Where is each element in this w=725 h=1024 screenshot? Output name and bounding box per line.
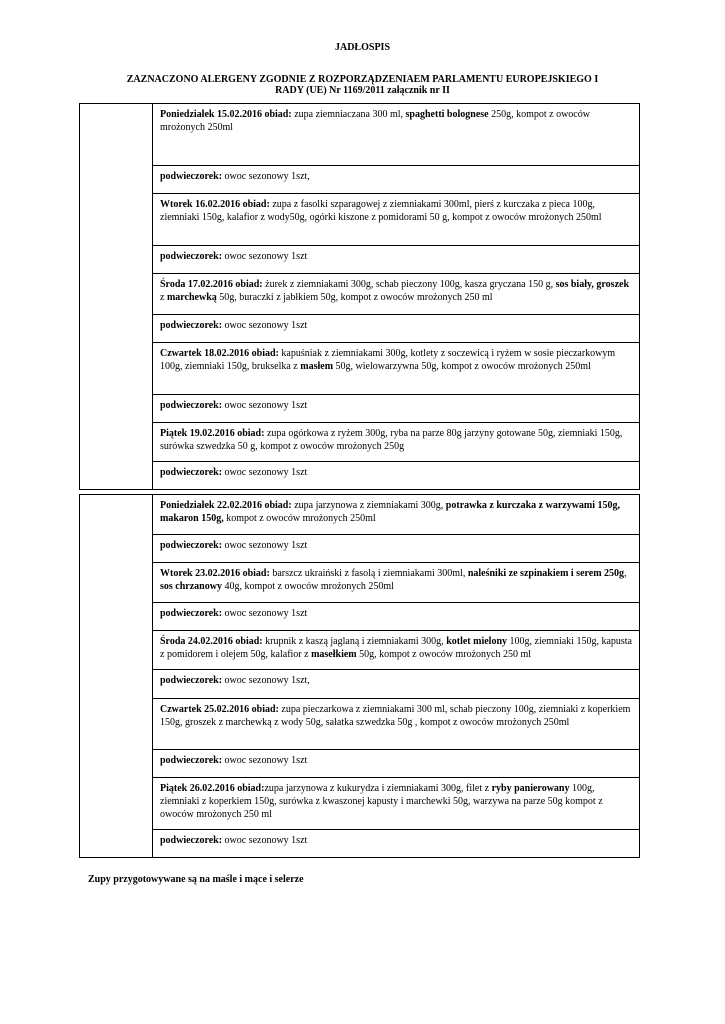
table-row [80, 778, 640, 830]
menu-table-week-2 [79, 494, 640, 858]
table-row [80, 830, 640, 858]
menu-table-week-1 [79, 103, 640, 490]
table-row [80, 423, 640, 462]
meal-cell: Piątek 26.02.2016 obiad:zupa jarzynowa z kukurydza i ziemniakami 300g, filet z ryby panierowany 100g, ziemniaki z koperkiem 150g, surówka z kwaszonej kapusty i marchewki 50g, warzywa na parze 50g kompot z owoców mrożonych 250 ml [153, 778, 640, 830]
table-row [80, 670, 640, 699]
meal-cell: Poniedziałek 15.02.2016 obiad: zupa ziemniaczana 300 ml, spaghetti bolognese 250g, kompot z owoców mrożonych 250ml [153, 104, 640, 166]
snack-cell: podwieczorek: owoc sezonowy 1szt [153, 603, 640, 631]
snack-cell: podwieczorek: owoc sezonowy 1szt [153, 750, 640, 778]
table-row [80, 395, 640, 423]
table-row [80, 194, 640, 246]
allergen-note-line-2: RADY (UE) Nr 1169/2011 załącznik nr II [275, 85, 450, 96]
meal-cell: Czwartek 25.02.2016 obiad: zupa pieczarkowa z ziemniakami 300 ml, schab pieczony 100g, ziemniaki z koperkiem 150g, groszek z marchewką z wody 50g, sałatka szwedzka 50g , kompot z owoców mrożonych 250ml [153, 699, 640, 750]
table-row [80, 462, 640, 490]
table-row [80, 603, 640, 631]
table-row [80, 104, 640, 166]
allergen-note-line-1: ZAZNACZONO ALERGENY ZGODNIE Z ROZPORZĄDZENIAEM PARLAMENTU EUROPEJSKIEGO I [126, 74, 599, 85]
meal-cell: Środa 24.02.2016 obiad: krupnik z kaszą jaglaną i ziemniakami 300g, kotlet mielony 100g, ziemniaki 150g, kapusta z pomidorem i olejem 50g, kalafior z masełkiem 50g, kompot z owoców mrożonych 250 ml [153, 631, 640, 670]
table-row [80, 495, 640, 535]
snack-cell: podwieczorek: owoc sezonowy 1szt [153, 462, 640, 490]
table-row [80, 750, 640, 778]
table-row [80, 343, 640, 395]
table-row [80, 563, 640, 603]
meal-cell: Wtorek 16.02.2016 obiad: zupa z fasolki szparagowej z ziemniakami 300ml, pierś z kurczaka z pieca 100g, ziemniaki 150g, kalafior z wody50g, ogórki kiszone z pomidorami 50 g, kompot z owoców mrożonych 250ml [153, 194, 640, 246]
table-row [80, 535, 640, 563]
table-row [80, 315, 640, 343]
blank-column [80, 104, 153, 490]
meal-cell: Środa 17.02.2016 obiad: żurek z ziemniakami 300g, schab pieczony 100g, kasza gryczana 150 g, sos biały, groszek z marchewką 50g, buraczki z jabłkiem 50g, kompot z owoców mrożonych 250 ml [153, 274, 640, 315]
page-title: JADŁOSPIS [334, 42, 390, 53]
table-row [80, 699, 640, 750]
snack-cell: podwieczorek: owoc sezonowy 1szt [153, 246, 640, 274]
meal-cell: Piątek 19.02.2016 obiad: zupa ogórkowa z ryżem 300g, ryba na parze 80g jarzyny gotowane 50g, ziemniaki 150g, surówka szwedzka 50 g, kompot z owoców mrożonych 250g [153, 423, 640, 462]
table-row [80, 166, 640, 194]
meal-cell: Czwartek 18.02.2016 obiad: kapuśniak z ziemniakami 300g, kotlety z soczewicą i ryżem w sosie pieczarkowym 100g, ziemniaki 150g, brukselka z masłem 50g, wielowarzywna 50g, kompot z owoców mrożonych 250ml [153, 343, 640, 395]
snack-cell: podwieczorek: owoc sezonowy 1szt [153, 535, 640, 563]
snack-cell: podwieczorek: owoc sezonowy 1szt, [153, 166, 640, 194]
snack-cell: podwieczorek: owoc sezonowy 1szt [153, 830, 640, 858]
meal-cell: Wtorek 23.02.2016 obiad: barszcz ukraiński z fasolą i ziemniakami 300ml, naleśniki ze szpinakiem i serem 250g, sos chrzanowy 40g, kompot z owoców mrożonych 250ml [153, 563, 640, 603]
table-row [80, 246, 640, 274]
meal-cell: Poniedziałek 22.02.2016 obiad: zupa jarzynowa z ziemniakami 300g, potrawka z kurczaka z warzywami 150g, makaron 150g, kompot z owoców mrożonych 250ml [153, 495, 640, 535]
soup-note: Zupy przygotowywane są na maśle i mące i selerze [88, 874, 304, 885]
table-row [80, 631, 640, 670]
blank-column [80, 495, 153, 858]
snack-cell: podwieczorek: owoc sezonowy 1szt [153, 395, 640, 423]
snack-cell: podwieczorek: owoc sezonowy 1szt [153, 315, 640, 343]
snack-cell: podwieczorek: owoc sezonowy 1szt, [153, 670, 640, 699]
table-row [80, 274, 640, 315]
